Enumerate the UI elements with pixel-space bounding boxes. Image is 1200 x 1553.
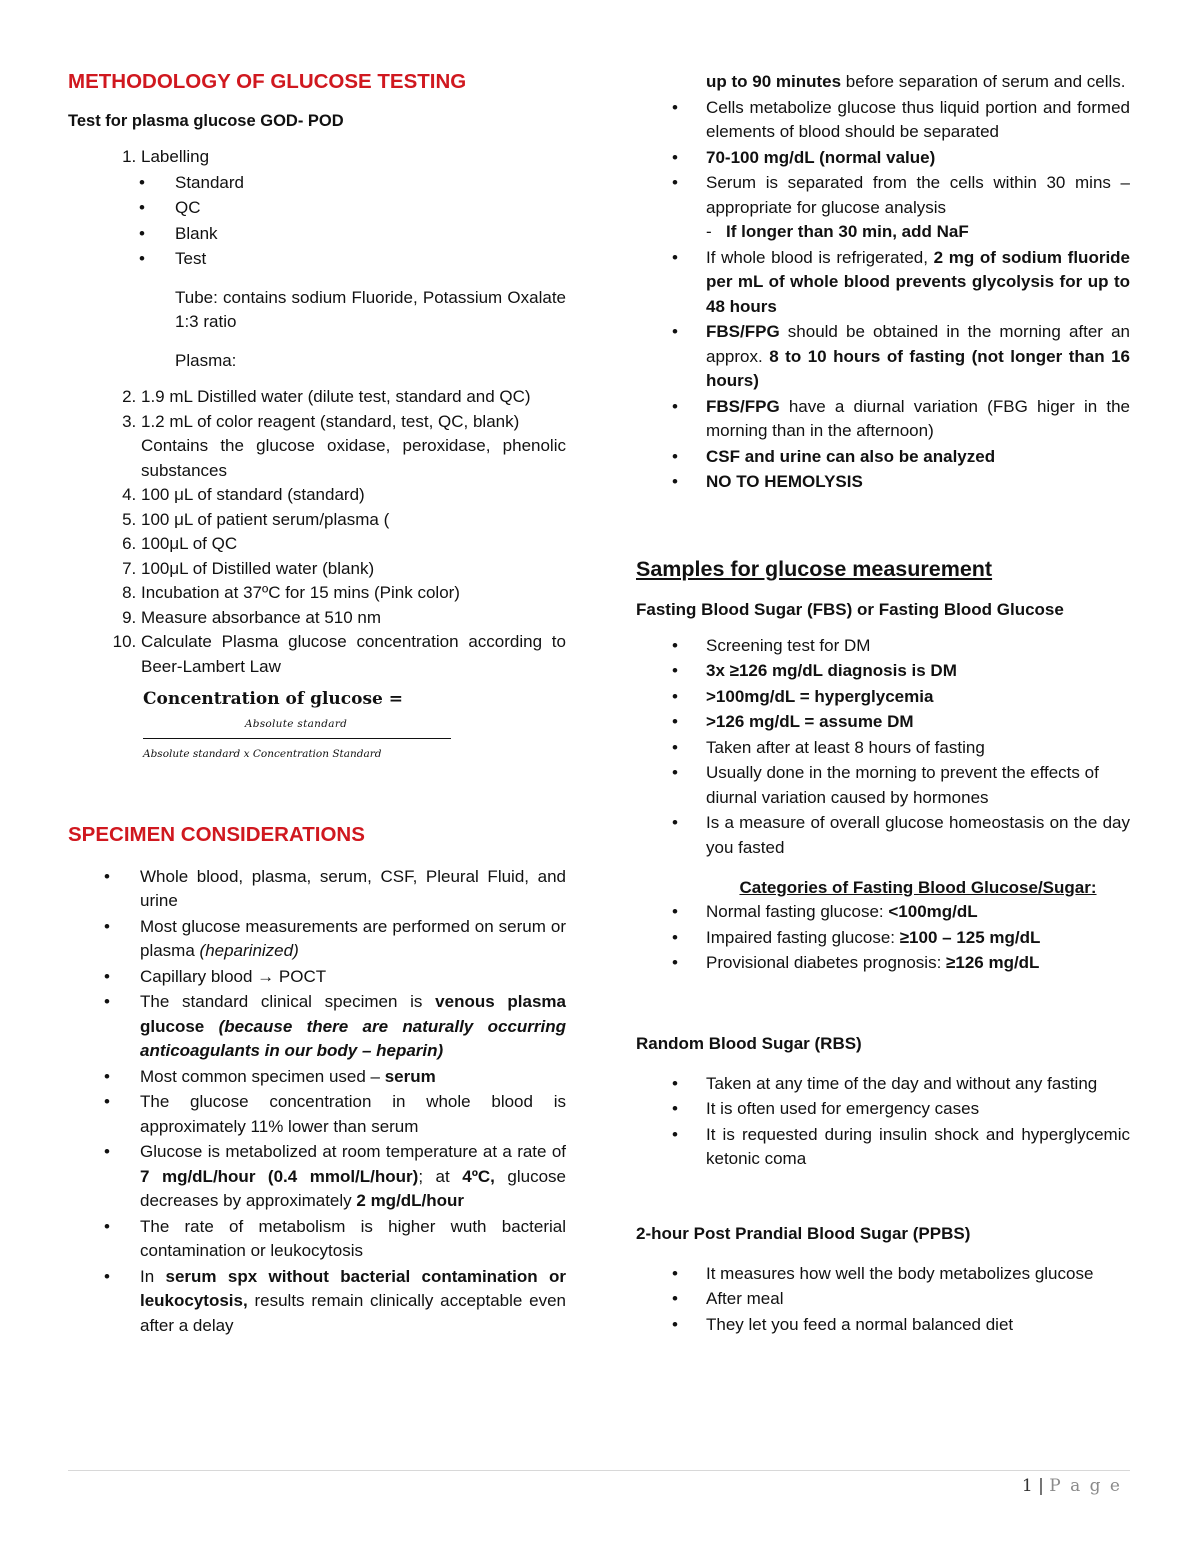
god-pod-subtitle: Test for plasma glucose GOD- POD	[68, 112, 344, 130]
formula-fraction-bar	[143, 738, 451, 739]
text: If longer than 30 min, add NaF	[726, 222, 969, 241]
specimen-item	[140, 1140, 566, 1214]
text: In	[140, 1266, 166, 1286]
ppbs-list	[636, 1262, 1130, 1338]
category-item	[706, 926, 1130, 951]
text: Most glucose measurements are performed on serum or plasma	[140, 916, 566, 960]
text: glucose decreases by approximately	[140, 1166, 566, 1210]
text: 7 mg/dL/hour (0.4 mmol/L/hour)	[140, 1166, 419, 1186]
labelling-item: • Standard	[175, 171, 566, 196]
step-10-text: Calculate Plasma glucose concentration according to Beer-Lambert Law	[141, 632, 566, 676]
procedure-steps	[68, 145, 566, 767]
step-4: 4. 100 μL of standard (standard)	[141, 483, 566, 508]
step-8: 8. Incubation at 37ºC for 15 mins (Pink color)	[141, 581, 566, 606]
step-1-text: Labelling	[141, 147, 210, 166]
text: ; at	[418, 1166, 463, 1186]
text: 70-100 mg/dL (normal value)	[706, 147, 936, 167]
specimen-item	[140, 915, 566, 964]
text: serum spx without bacterial contamination or leukocytosis,	[140, 1266, 567, 1310]
ppbs-heading: 2-hour Post Prandial Blood Sugar (PPBS)	[636, 1223, 971, 1243]
specimen-item: • The glucose concentration in whole blood is approximately 11% lower than serum	[140, 1090, 566, 1139]
specimen-item	[706, 320, 1130, 394]
categories-list	[636, 900, 1130, 976]
specimen-item	[706, 395, 1130, 444]
text: results remain clinically acceptable even after a delay	[140, 1291, 566, 1335]
fbs-item: • Usually done in the morning to prevent the effects of diurnal variation caused by hormones	[706, 761, 1130, 810]
specimen-item: • Whole blood, plasma, serum, CSF, Pleural Fluid, and urine	[140, 865, 566, 914]
fbs-item	[706, 659, 1130, 684]
labelling-item: • Test	[175, 247, 566, 272]
page-footer	[1022, 1476, 1122, 1496]
specimen-heading: SPECIMEN CONSIDERATIONS	[68, 822, 365, 846]
text: Most common specimen used –	[140, 1066, 385, 1086]
specimen-item	[140, 1265, 566, 1339]
labelling-item: • QC	[175, 196, 566, 221]
fbs-item	[706, 685, 1130, 710]
text: 2 mg of sodium fluoride per mL of whole blood prevents glycolysis for up to 48 hours	[706, 247, 1131, 316]
text: before separation of serum and cells.	[841, 72, 1126, 91]
rbs-item: • It is often used for emergency cases	[706, 1097, 1130, 1122]
labelling-list	[141, 171, 566, 272]
step-7: 7. 100μL of Distilled water (blank)	[141, 557, 566, 582]
category-item	[706, 951, 1130, 976]
step-3-text: 1.2 mL of color reagent (standard, test, QC, blank)	[141, 411, 520, 431]
left-column	[68, 64, 566, 1339]
dash-item	[706, 220, 1130, 245]
formula-lhs: Concentration of glucose =	[143, 689, 404, 709]
labelling-item: • Blank	[175, 222, 566, 247]
text: should be obtained in the morning after an approx.	[706, 322, 1130, 366]
footer-divider	[68, 1470, 1130, 1471]
text: Serum is separated from the cells within 30 mins – appropriate for glucose analysis	[706, 173, 1130, 217]
text: The standard clinical specimen is	[140, 992, 436, 1011]
step-2: 2. 1.9 mL Distilled water (dilute test, standard and QC)	[141, 385, 566, 410]
specimen-item: • The rate of metabolism is higher wuth bacterial contamination or leukocytosis	[140, 1215, 566, 1264]
glucose-formula	[143, 687, 566, 767]
text: >126 mg/dL = assume DM	[706, 712, 914, 731]
text: 2 mg/dL/hour	[356, 1191, 465, 1210]
text: Provisional diabetes prognosis:	[706, 953, 947, 972]
text: up to 90 minutes	[706, 72, 842, 91]
plasma-note: Plasma:	[175, 350, 237, 370]
rbs-item: • It is requested during insulin shock and hyperglycemic ketonic coma	[706, 1123, 1130, 1172]
specimen-item: • Cells metabolize glucose thus liquid portion and formed elements of blood should be separated	[706, 96, 1130, 145]
specimen-list	[68, 865, 566, 1339]
text: FBS/FPG	[706, 322, 780, 341]
step-3-note: Contains the glucose oxidase, peroxidase, phenolic substances	[141, 436, 566, 480]
continued-text	[636, 70, 1130, 95]
specimen-item	[706, 171, 1130, 245]
text: 3x ≥126 mg/dL diagnosis is DM	[706, 661, 957, 680]
category-item	[706, 900, 1130, 925]
specimen-item	[706, 470, 1130, 495]
specimen-item: • Capillary blood → POCT	[140, 965, 566, 990]
specimen-item	[706, 146, 1130, 171]
rbs-list	[636, 1072, 1130, 1172]
specimen-item	[706, 246, 1130, 320]
ppbs-item: • After meal	[706, 1287, 1130, 1312]
step-10	[141, 630, 566, 767]
formula-numerator: Absolute standard	[244, 717, 348, 730]
text: FBS/FPG	[706, 396, 780, 416]
ppbs-item: • It measures how well the body metabolizes glucose	[706, 1262, 1130, 1287]
step-6: 6. 100μL of QC	[141, 532, 566, 557]
fbs-item: • Taken after at least 8 hours of fasting	[706, 736, 1130, 761]
text: (because there are naturally occurring anticoagulants in our body – heparin)	[140, 1016, 567, 1060]
step-9: 9. Measure absorbance at 510 nm	[141, 606, 566, 631]
step-1	[141, 145, 566, 373]
rbs-heading: Random Blood Sugar (RBS)	[636, 1033, 862, 1053]
samples-heading: Samples for glucose measurement	[636, 556, 993, 581]
fbs-item	[706, 710, 1130, 735]
page-label: P a g e	[1049, 1476, 1122, 1496]
text: >100mg/dL = hyperglycemia	[706, 686, 934, 706]
fbs-item: • Is a measure of overall glucose homeostasis on the day you fasted	[706, 811, 1130, 860]
fbs-list	[636, 634, 1130, 861]
text: CSF and urine can also be analyzed	[706, 446, 996, 466]
step-5: 5. 100 μL of patient serum/plasma (	[141, 508, 566, 533]
categories-heading: Categories of Fasting Blood Glucose/Sugar:	[739, 878, 1097, 897]
text: ≥100 – 125 mg/dL	[899, 927, 1041, 947]
text: Normal fasting glucose:	[706, 902, 889, 921]
text: Impaired fasting glucose:	[706, 927, 900, 947]
tube-note: Tube: contains sodium Fluoride, Potassium Oxalate 1:3 ratio	[175, 287, 566, 331]
text: have a diurnal variation (FBG higer in the morning than in the afternoon)	[706, 396, 1130, 440]
specimen-item	[706, 445, 1130, 470]
methodology-heading: METHODOLOGY OF GLUCOSE TESTING	[68, 70, 467, 93]
right-column	[636, 70, 1130, 1338]
fbs-item: • Screening test for DM	[706, 634, 1130, 659]
page-number: 1	[1021, 1476, 1033, 1496]
text: venous plasma glucose	[140, 992, 566, 1036]
text: ≥126 mg/dL	[946, 953, 1040, 972]
text: serum	[384, 1066, 436, 1086]
text: <100mg/dL	[888, 902, 978, 921]
text: 8 to 10 hours of fasting (not longer than 16 hours)	[706, 346, 1130, 390]
fbs-heading: Fasting Blood Sugar (FBS) or Fasting Blood Glucose	[636, 599, 1064, 619]
text: Glucose is metabolized at room temperature at a rate of	[140, 1142, 566, 1161]
ppbs-item: • They let you feed a normal balanced diet	[706, 1313, 1130, 1338]
text: (heparinized)	[199, 941, 299, 960]
rbs-item: • Taken at any time of the day and without any fasting	[706, 1072, 1130, 1097]
specimen-list-continued	[636, 96, 1130, 495]
text: If whole blood is refrigerated,	[706, 247, 934, 267]
step-3	[141, 410, 566, 484]
page-separator: |	[1038, 1476, 1044, 1496]
specimen-item	[140, 1065, 566, 1090]
text: 4ºC,	[462, 1166, 495, 1186]
text: NO TO HEMOLYSIS	[706, 472, 863, 491]
formula-denominator: Absolute standard x Concentration Standard	[143, 748, 382, 760]
specimen-item	[140, 990, 566, 1064]
